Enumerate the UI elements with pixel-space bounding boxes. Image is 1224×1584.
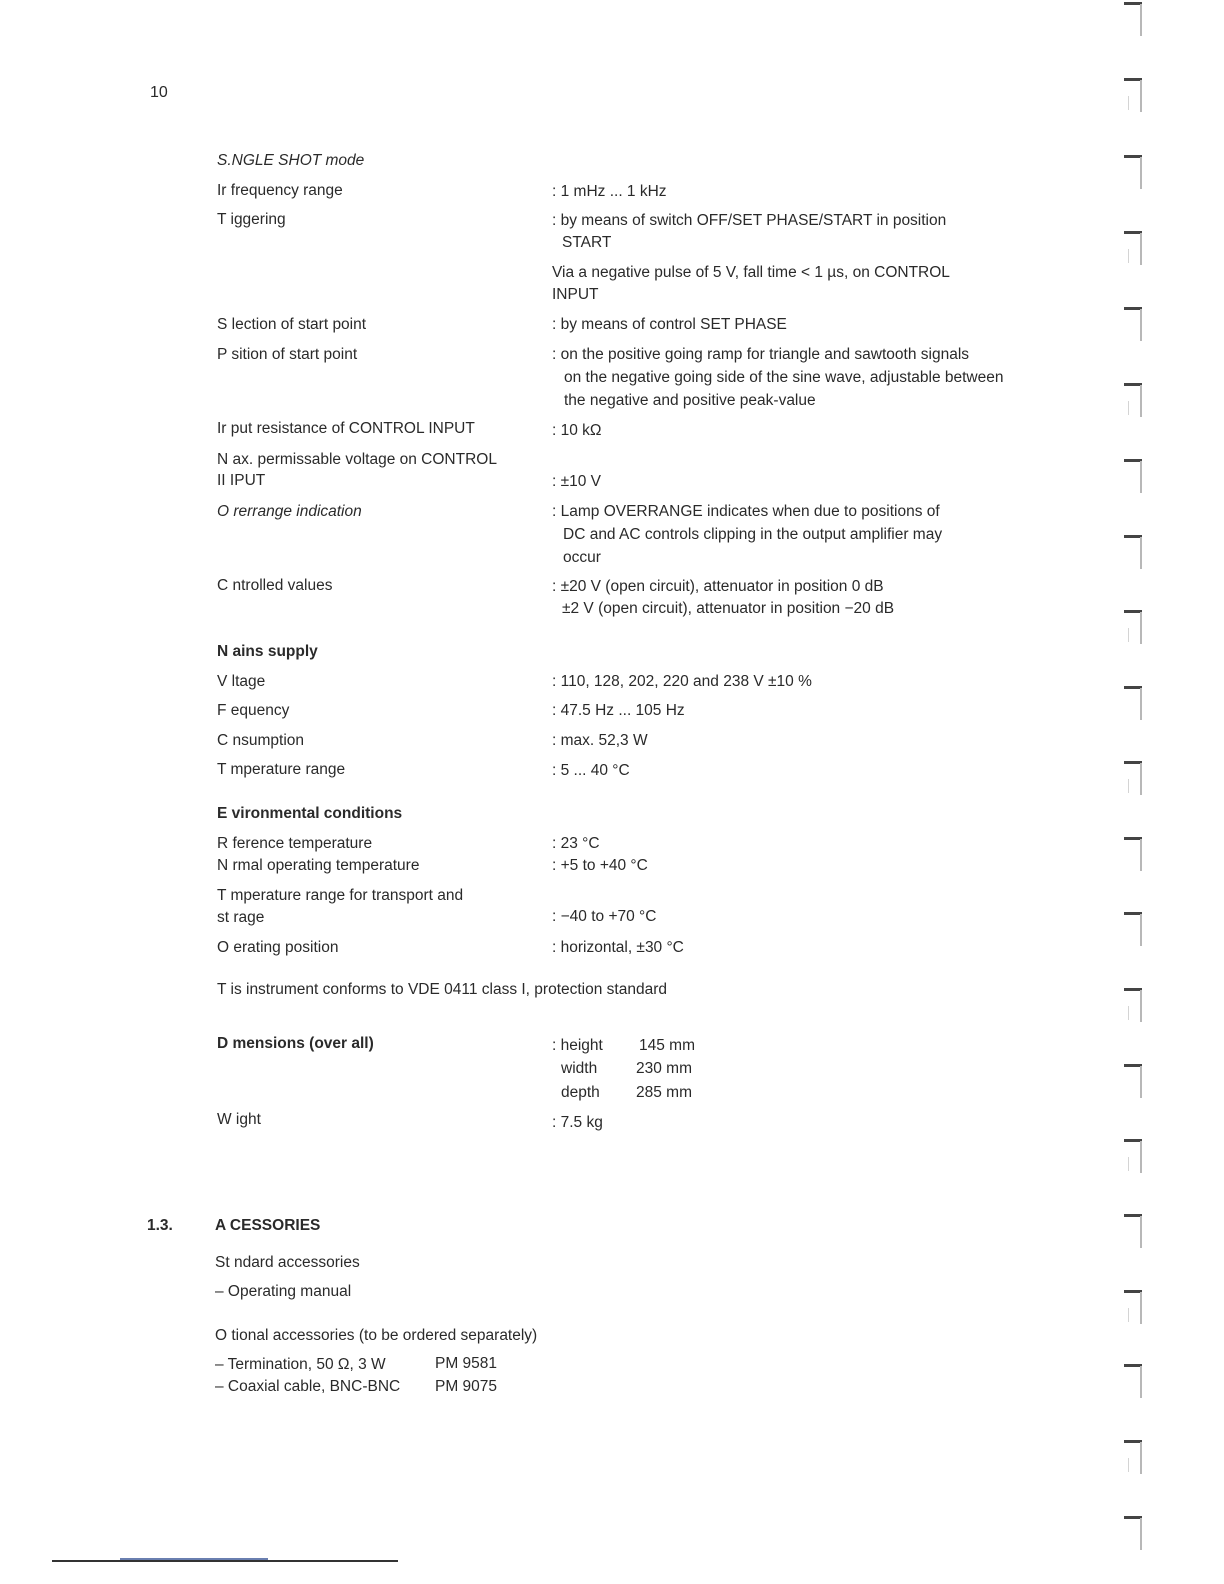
spec-value: on the negative going side of the sine wave, adjustable between (564, 369, 1004, 386)
binding-mark (1124, 1064, 1144, 1100)
dimension-value: 285 mm (636, 1084, 692, 1101)
weight-label: W ight (217, 1111, 261, 1128)
binding-mark (1124, 1516, 1144, 1552)
spec-label: R ference temperature (217, 835, 373, 852)
standard-accessories-heading: St ndard accessories (215, 1254, 360, 1271)
spec-label: T iggering (217, 211, 286, 228)
accessory-code: PM 9075 (435, 1378, 498, 1395)
binding-mark (1124, 383, 1144, 419)
binding-mark (1124, 761, 1144, 797)
spec-label: C ntrolled values (217, 577, 333, 594)
bottom-rule-accent (120, 1558, 268, 1560)
spec-value: : by means of switch OFF/SET PHASE/START in position (552, 212, 947, 229)
spec-label: st rage (217, 909, 265, 926)
dimension-name: width (561, 1060, 598, 1077)
binding-mark (1124, 1214, 1144, 1250)
binding-mark (1124, 307, 1144, 343)
single-shot-heading: S.NGLE SHOT mode (217, 152, 365, 169)
spec-value: : ±10 V (552, 473, 602, 490)
list-item: – Coaxial cable, BNC-BNC (215, 1378, 401, 1395)
list-item: – Operating manual (215, 1283, 352, 1300)
accessories-title: A CESSORIES (215, 1217, 321, 1234)
binding-mark (1124, 1139, 1144, 1175)
spec-label: N ax. permissable voltage on CONTROL (217, 451, 497, 468)
weight-value: : 7.5 kg (552, 1114, 603, 1131)
spec-value: Via a negative pulse of 5 V, fall time < 1 µs, on CONTROL (552, 264, 950, 281)
optional-accessories-heading: O tional accessories (to be ordered separately) (215, 1327, 538, 1344)
conformity-statement: T is instrument conforms to VDE 0411 class I, protection standard (217, 981, 667, 998)
spec-value: : 1 mHz ... 1 kHz (552, 183, 667, 200)
spec-label: II IPUT (217, 472, 266, 489)
binding-mark (1124, 78, 1144, 114)
spec-label: C nsumption (217, 732, 305, 749)
list-item: – Termination, 50 Ω, 3 W (215, 1356, 386, 1373)
binding-mark (1124, 610, 1144, 646)
spec-value: : +5 to +40 °C (552, 857, 648, 874)
dimension-name: depth (561, 1084, 600, 1101)
bottom-rule (52, 1560, 398, 1562)
spec-value: ±2 V (open circuit), attenuator in position −20 dB (562, 600, 895, 617)
spec-label: O erating position (217, 939, 339, 956)
spec-label: P sition of start point (217, 346, 358, 363)
spec-label: T mperature range (217, 761, 346, 778)
spec-value: : Lamp OVERRANGE indicates when due to positions of (552, 503, 940, 520)
accessory-code: PM 9581 (435, 1355, 498, 1372)
spec-value: : ±20 V (open circuit), attenuator in position 0 dB (552, 578, 884, 595)
binding-mark (1124, 837, 1144, 873)
spec-label: Ir frequency range (217, 182, 343, 199)
binding-mark (1124, 535, 1144, 571)
spec-value: : on the positive going ramp for triangle and sawtooth signals (552, 346, 970, 363)
binding-mark (1124, 912, 1144, 948)
binding-mark (1124, 231, 1144, 267)
spec-value: the negative and positive peak-value (564, 392, 816, 409)
spec-value: : 110, 128, 202, 220 and 238 V ±10 % (552, 673, 812, 690)
spec-label: T mperature range for transport and (217, 887, 464, 904)
mains-heading: N ains supply (217, 643, 318, 660)
spec-value: : by means of control SET PHASE (552, 316, 787, 333)
binding-mark (1124, 1290, 1144, 1326)
spec-value: : 47.5 Hz ... 105 Hz (552, 702, 685, 719)
spec-value: : horizontal, ±30 °C (552, 939, 684, 956)
spec-value: : max. 52,3 W (552, 732, 648, 749)
spec-value: : −40 to +70 °C (552, 908, 657, 925)
spec-value: START (562, 234, 612, 251)
spec-value: : 23 °C (552, 835, 600, 852)
spec-label: F equency (217, 702, 290, 719)
spec-value: INPUT (552, 286, 599, 303)
spec-value: : 5 ... 40 °C (552, 762, 630, 779)
binding-mark (1124, 1440, 1144, 1476)
spec-label: Ir put resistance of CONTROL INPUT (217, 420, 475, 437)
binding-mark (1124, 2, 1144, 38)
binding-marks (1118, 0, 1158, 1584)
spec-label: O rerrange indication (217, 503, 362, 520)
dimension-value: 145 mm (639, 1037, 695, 1054)
binding-mark (1124, 1364, 1144, 1400)
dimension-name: : height (552, 1037, 603, 1054)
binding-mark (1124, 459, 1144, 495)
spec-label: N rmal operating temperature (217, 857, 420, 874)
dimensions-heading: D mensions (over all) (217, 1035, 374, 1052)
spec-value: : 10 kΩ (552, 422, 602, 439)
binding-mark (1124, 686, 1144, 722)
binding-mark (1124, 988, 1144, 1024)
section-number: 1.3. (147, 1217, 173, 1234)
spec-value: occur (563, 549, 601, 566)
page-number: 10 (150, 84, 168, 101)
spec-label: S lection of start point (217, 316, 367, 333)
dimension-value: 230 mm (636, 1060, 692, 1077)
spec-value: DC and AC controls clipping in the output amplifier may (563, 526, 943, 543)
environment-heading: E vironmental conditions (217, 805, 403, 822)
spec-label: V ltage (217, 673, 266, 690)
binding-mark (1124, 155, 1144, 191)
